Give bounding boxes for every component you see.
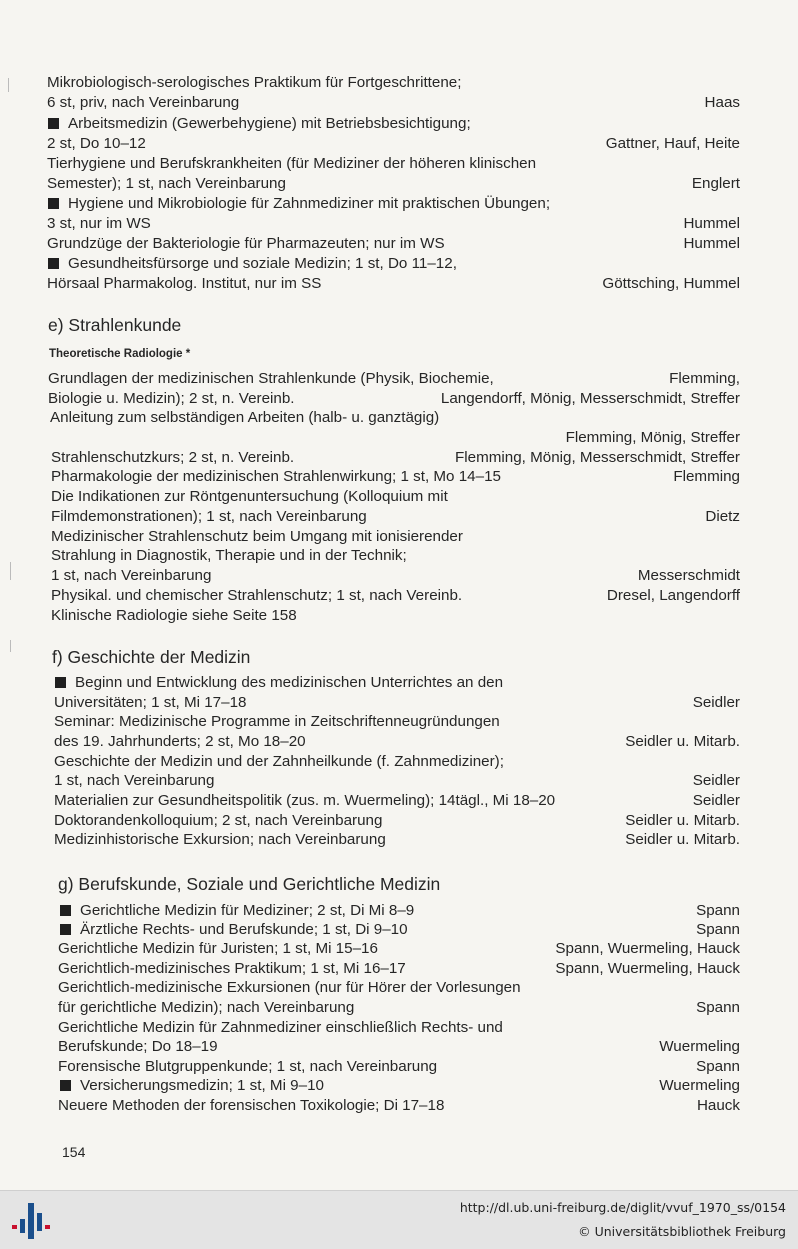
course-title: Die Indikationen zur Röntgenuntersuchung (Kolloquium mit	[51, 488, 448, 505]
course-title: Mikrobiologisch-serologisches Praktikum für Fortgeschrittene;	[47, 74, 462, 91]
lecturer: Spann	[696, 902, 740, 919]
copyright-notice: © Universitätsbibliothek Freiburg	[578, 1224, 786, 1239]
course-title: Doktorandenkolloquium; 2 st, nach Vereinbarung	[54, 812, 383, 829]
course-line	[0, 1057, 740, 1077]
lecturer: Langendorff, Mönig, Messerschmidt, Streffer	[440, 390, 740, 407]
course-title: Physikal. und chemischer Strahlenschutz; 1 st, nach Vereinb.	[51, 587, 463, 604]
course-title: Seminar: Medizinische Programme in Zeitschriftenneugründungen	[54, 713, 500, 730]
lecturer: Spann	[696, 1058, 740, 1075]
subsection-heading: Theoretische Radiologie *	[49, 348, 191, 360]
course-line	[0, 194, 740, 214]
course-line	[0, 214, 740, 234]
course-line	[0, 274, 740, 294]
course-line	[0, 467, 740, 487]
course-title: Ärztliche Rechts- und Berufskunde; 1 st, Di 9–10	[80, 921, 408, 938]
course-line	[0, 959, 740, 979]
lecturer: Seidler u. Mitarb.	[625, 733, 740, 750]
course-details: 2 st, Do 10–12	[47, 135, 146, 152]
course-details: 6 st, priv, nach Vereinbarung	[47, 94, 240, 111]
square-bullet-icon	[48, 258, 59, 269]
footer-bar	[0, 1190, 798, 1249]
lecturer: Wuermeling	[659, 1077, 740, 1094]
course-line	[0, 428, 740, 448]
course-title: Strahlung in Diagnostik, Therapie und in der Technik;	[51, 547, 407, 564]
course-line	[0, 369, 740, 389]
course-line	[0, 693, 740, 713]
course-line	[0, 998, 740, 1018]
course-line	[0, 1037, 740, 1057]
lecturer: Seidler u. Mitarb.	[625, 831, 740, 848]
course-line	[0, 487, 740, 507]
course-line	[0, 732, 740, 752]
course-title: Beginn und Entwicklung des medizinischen Unterrichtes an den	[75, 674, 504, 691]
course-line	[0, 1018, 740, 1038]
course-line	[0, 791, 740, 811]
course-details: Hörsaal Pharmakolog. Institut, nur im SS	[47, 275, 322, 292]
section-heading: e) Strahlenkunde	[48, 315, 182, 335]
course-line	[0, 114, 740, 134]
course-line	[0, 752, 740, 772]
lecturer: Flemming,	[669, 370, 740, 387]
course-line	[0, 830, 740, 850]
scan-mark	[10, 640, 11, 652]
course-details: Biologie u. Medizin); 2 st, n. Vereinb.	[48, 390, 295, 407]
course-line	[0, 507, 740, 527]
course-line	[0, 154, 740, 174]
course-line	[0, 254, 740, 274]
lecturer: Flemming, Mönig, Streffer	[565, 429, 740, 446]
course-line	[0, 901, 740, 921]
course-line	[0, 93, 740, 113]
square-bullet-icon	[60, 1080, 71, 1091]
course-title: Materialien zur Gesundheitspolitik (zus. m. Wuermeling); 14tägl., Mi 18–20	[54, 792, 556, 809]
lecturer: Spann	[696, 999, 740, 1016]
course-line	[0, 712, 740, 732]
section-heading: f) Geschichte der Medizin	[52, 647, 251, 667]
square-bullet-icon	[48, 118, 59, 129]
cross-reference: Klinische Radiologie siehe Seite 158	[51, 607, 297, 624]
course-line	[0, 234, 740, 254]
course-title: Hygiene und Mikrobiologie für Zahnmediziner mit praktischen Übungen;	[68, 195, 551, 212]
course-line	[0, 811, 740, 831]
source-url-link[interactable]: http://dl.ub.uni-freiburg.de/diglit/vvuf_1970_ss/0154	[459, 1200, 786, 1215]
course-title: Gesundheitsfürsorge und soziale Medizin; 1 st, Do 11–12,	[68, 255, 457, 272]
lecturer: Seidler	[692, 694, 740, 711]
course-title: Tierhygiene und Berufskrankheiten (für Mediziner der höheren klinischen	[47, 155, 537, 172]
course-line	[0, 134, 740, 154]
course-details: des 19. Jahrhunderts; 2 st, Mo 18–20	[54, 733, 306, 750]
course-details: Filmdemonstrationen); 1 st, nach Vereinbarung	[51, 508, 367, 525]
lecturer: Flemming, Mönig, Messerschmidt, Streffer	[455, 449, 740, 466]
lecturer: Göttsching, Hummel	[602, 275, 740, 292]
course-title: Gerichtliche Medizin für Juristen; 1 st, Mi 15–16	[58, 940, 378, 957]
course-details: Semester); 1 st, nach Vereinbarung	[47, 175, 286, 192]
course-title: Strahlenschutzkurs; 2 st, n. Vereinb.	[51, 449, 295, 466]
course-line	[0, 920, 740, 940]
course-title: Pharmakologie der medizinischen Strahlenwirkung; 1 st, Mo 14–15	[51, 468, 501, 485]
lecturer: Spann, Wuermeling, Hauck	[555, 940, 740, 957]
course-line	[0, 389, 740, 409]
section-heading: g) Berufskunde, Soziale und Gerichtliche Medizin	[58, 874, 441, 894]
square-bullet-icon	[60, 905, 71, 916]
course-line	[0, 546, 740, 566]
lecturer: Dresel, Langendorff	[606, 587, 740, 604]
course-title: Neuere Methoden der forensischen Toxikologie; Di 17–18	[58, 1097, 445, 1114]
course-details: 3 st, nur im WS	[47, 215, 151, 232]
course-title: Medizinischer Strahlenschutz beim Umgang mit ionisierender	[51, 528, 463, 545]
course-line	[0, 527, 740, 547]
lecturer: Hummel	[683, 215, 740, 232]
lecturer: Seidler u. Mitarb.	[625, 812, 740, 829]
course-line	[0, 939, 740, 959]
lecturer: Hummel	[683, 235, 740, 252]
lecturer: Haas	[704, 94, 740, 111]
course-details: 1 st, nach Vereinbarung	[54, 772, 215, 789]
lecturer: Seidler	[692, 772, 740, 789]
course-line	[0, 771, 740, 791]
square-bullet-icon	[55, 677, 66, 688]
course-title: Grundzüge der Bakteriologie für Pharmazeuten; nur im WS	[47, 235, 445, 252]
course-details: Berufskunde; Do 18–19	[58, 1038, 218, 1055]
course-line	[0, 978, 740, 998]
course-title: Gerichtlich-medizinische Exkursionen (nur für Hörer der Vorlesungen	[58, 979, 521, 996]
course-title: Anleitung zum selbständigen Arbeiten (halb- u. ganztägig)	[50, 409, 440, 426]
course-details: für gerichtliche Medizin); nach Vereinbarung	[58, 999, 355, 1016]
course-title: Arbeitsmedizin (Gewerbehygiene) mit Betriebsbesichtigung;	[68, 115, 471, 132]
course-line	[0, 586, 740, 606]
course-line	[0, 606, 740, 626]
library-logo-icon	[10, 1201, 52, 1241]
lecturer: Flemming	[673, 468, 740, 485]
square-bullet-icon	[60, 924, 71, 935]
course-title: Gerichtlich-medizinisches Praktikum; 1 st, Mi 16–17	[58, 960, 406, 977]
page-number: 154	[62, 1144, 86, 1160]
lecturer: Wuermeling	[659, 1038, 740, 1055]
course-line	[0, 566, 740, 586]
course-title: Gerichtliche Medizin für Mediziner; 2 st, Di Mi 8–9	[80, 902, 415, 919]
course-title: Gerichtliche Medizin für Zahnmediziner einschließlich Rechts- und	[58, 1019, 503, 1036]
lecturer: Dietz	[705, 508, 740, 525]
course-line	[0, 408, 740, 428]
course-details: 1 st, nach Vereinbarung	[51, 567, 212, 584]
lecturer: Messerschmidt	[637, 567, 740, 584]
lecturer: Seidler	[692, 792, 740, 809]
course-line	[0, 1076, 740, 1096]
course-line	[0, 673, 740, 693]
course-title: Medizinhistorische Exkursion; nach Vereinbarung	[54, 831, 386, 848]
lecturer: Hauck	[696, 1097, 740, 1114]
course-line	[0, 1096, 740, 1116]
course-title: Grundlagen der medizinischen Strahlenkunde (Physik, Biochemie,	[48, 370, 494, 387]
course-details: Universitäten; 1 st, Mi 17–18	[54, 694, 247, 711]
lecturer: Gattner, Hauf, Heite	[605, 135, 740, 152]
course-title: Versicherungsmedizin; 1 st, Mi 9–10	[80, 1077, 324, 1094]
square-bullet-icon	[48, 198, 59, 209]
course-line	[0, 174, 740, 194]
lecturer: Englert	[691, 175, 740, 192]
course-title: Geschichte der Medizin und der Zahnheilkunde (f. Zahnmediziner);	[54, 753, 504, 770]
lecturer: Spann, Wuermeling, Hauck	[555, 960, 740, 977]
course-line	[0, 448, 740, 468]
lecturer: Spann	[696, 921, 740, 938]
course-title: Forensische Blutgruppenkunde; 1 st, nach Vereinbarung	[58, 1058, 438, 1075]
course-line	[0, 73, 740, 93]
